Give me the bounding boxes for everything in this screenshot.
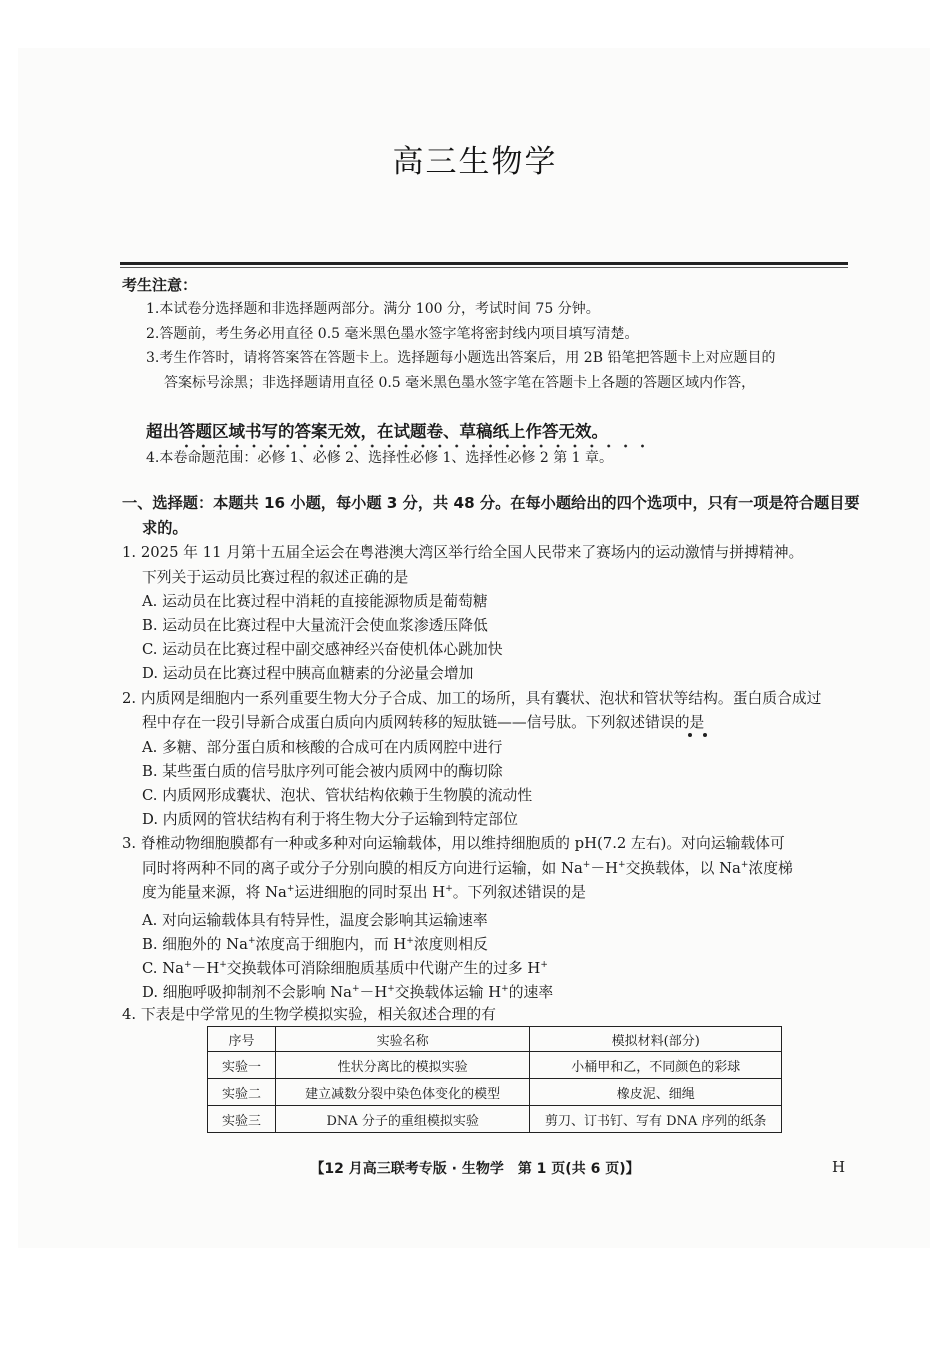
q3-stem-line-2-part-4: 浓度梯 [748, 860, 793, 877]
notice-heading: 考生注意： [122, 276, 198, 294]
table-row [208, 1079, 782, 1106]
plus-superscript: + [183, 960, 192, 971]
table-header-cell: 实验名称 [275, 1027, 530, 1052]
plus-superscript: + [219, 960, 227, 971]
notice-item-3-line-1: 3.考生作答时，请将答案答在答题卡上。选择题每小题选出答案后，用 2B 铅笔把答题卡上对应题目的 [146, 350, 776, 366]
q3-option-c [142, 957, 548, 978]
q3-option-c-part-3: 交换载体可消除细胞质基质中代谢产生的过多 H [226, 960, 541, 977]
q3-stem-line-2-part-2: －H [590, 860, 619, 877]
q3-option-d-part-4: 的速率 [508, 984, 554, 1001]
header-rule-thick [120, 262, 848, 265]
q2-stem-line-2: 程中存在一段引导新合成蛋白质向内质网转移的短肽链——信号肽。下列叙述错误的是 [142, 714, 705, 731]
q1-option-c: C. 运动员在比赛过程中副交感神经兴奋使机体心跳加快 [142, 641, 503, 658]
q3-stem-line-3-part-3: 。下列叙述错误的是 [452, 884, 586, 901]
notice-item-2: 2.答题前，考生务必用直径 0.5 毫米黑色墨水签字笔将密封线内项目填写清楚。 [146, 326, 639, 342]
header-rule-thin [120, 267, 848, 268]
notice-item-3-line-2: 答案标号涂黑；非选择题请用直径 0.5 毫米黑色墨水签字笔在答题卡上各题的答题区域内作答， [164, 375, 756, 391]
q4-stem: 4. 下表是中学常见的生物学模拟实验，相关叙述合理的有 [122, 1006, 496, 1023]
plus-superscript: + [740, 860, 749, 871]
table-row [208, 1106, 782, 1133]
table-header-row [208, 1027, 782, 1052]
plus-superscript: + [618, 860, 626, 871]
table-cell: 建立减数分裂中染色体变化的模型 [275, 1079, 530, 1106]
q3-stem-line-3 [142, 881, 586, 902]
table-header-cell: 序号 [208, 1027, 276, 1052]
q3-option-c-part-2: －H [191, 960, 220, 977]
table-cell: 小桶甲和乙，不同颜色的彩球 [530, 1052, 782, 1079]
q2-stem-line-1: 2. 内质网是细胞内一系列重要生物大分子合成、加工的场所，具有囊状、泡状和管状等结构。蛋白质合成过 [122, 690, 822, 707]
plus-superscript: + [387, 984, 395, 995]
section-1-heading-line-1: 一、选择题：本题共 16 小题，每小题 3 分，共 48 分。在每小题给出的四个选项中，只有一项是符合题目要 [122, 494, 860, 512]
table-cell: 实验三 [208, 1106, 276, 1133]
q2-option-d: D. 内质网的管状结构有利于将生物大分子运输到特定部位 [142, 811, 518, 828]
plus-superscript: + [501, 984, 509, 995]
q3-option-b-part-2: 浓度高于细胞内，而 H [255, 936, 407, 953]
q3-option-c-part-1: C. Na [142, 960, 184, 977]
q3-stem-line-3-part-2: 运进细胞的同时泵出 H [294, 884, 446, 901]
q3-option-b [142, 933, 488, 954]
table-cell: 橡皮泥、细绳 [530, 1079, 782, 1106]
q3-stem-line-2 [142, 857, 793, 878]
q3-option-d-part-2: －H [359, 984, 388, 1001]
table-cell: 性状分离比的模拟实验 [275, 1052, 530, 1079]
q3-option-b-part-3: 浓度则相反 [413, 936, 488, 953]
q3-stem-line-1: 3. 脊椎动物细胞膜都有一种或多种对向运输载体，用以维持细胞质的 pH(7.2 左右)。对向运输载体可 [122, 835, 785, 852]
q1-stem-line-1: 1. 2025 年 11 月第十五届全运会在粤港澳大湾区举行给全国人民带来了赛场内的运动激情与拼搏精神。 [122, 544, 804, 561]
q2-option-a: A. 多糖、部分蛋白质和核酸的合成可在内质网腔中进行 [142, 739, 503, 756]
q3-option-d-part-3: 交换载体运输 H [394, 984, 502, 1001]
table-header-cell: 模拟材料(部分) [530, 1027, 782, 1052]
plus-superscript: + [445, 884, 453, 895]
notice-item-1: 1.本试卷分选择题和非选择题两部分。满分 100 分，考试时间 75 分钟。 [146, 301, 600, 317]
q2-option-c: C. 内质网形成囊状、泡状、管状结构依赖于生物膜的流动性 [142, 787, 533, 804]
page-title: 高三生物学 [392, 144, 558, 180]
q3-stem-line-2-part-3: 交换载体，以 Na [625, 860, 741, 877]
table-cell: 实验一 [208, 1052, 276, 1079]
q3-stem-line-3-part-1: 度为能量来源，将 Na [142, 884, 287, 901]
plus-superscript: + [247, 936, 256, 947]
page-footer: 【12 月高三联考专版 · 生物学 第 1 页(共 6 页)】 [310, 1161, 640, 1177]
emphasis-dot [688, 733, 692, 737]
table-cell: 实验二 [208, 1079, 276, 1106]
plus-superscript: + [540, 960, 548, 971]
q3-option-d-part-1: D. 细胞呼吸抑制剂不会影响 Na [142, 984, 352, 1001]
plus-superscript: + [286, 884, 295, 895]
table-cell: 剪刀、订书钉、写有 DNA 序列的纸条 [530, 1106, 782, 1133]
paper-code: H [832, 1158, 846, 1176]
q3-option-a: A. 对向运输载体具有特异性，温度会影响其运输速率 [142, 912, 488, 929]
emphasis-dot [703, 733, 707, 737]
plus-superscript: + [582, 860, 591, 871]
notice-item-4: 4.本卷命题范围：必修 1、必修 2、选择性必修 1、选择性必修 2 第 1 章。 [146, 450, 614, 466]
q1-option-b: B. 运动员在比赛过程中大量流汗会使血浆渗透压降低 [142, 617, 488, 634]
table-cell: DNA 分子的重组模拟实验 [275, 1106, 530, 1133]
q3-stem-line-2-part-1: 同时将两种不同的离子或分子分别向膜的相反方向进行运输，如 Na [142, 860, 583, 877]
plus-superscript: + [351, 984, 360, 995]
plus-superscript: + [406, 936, 414, 947]
q1-option-a: A. 运动员在比赛过程中消耗的直接能源物质是葡萄糖 [142, 593, 488, 610]
section-1-heading-line-2: 求的。 [142, 519, 188, 537]
q2-option-b: B. 某些蛋白质的信号肽序列可能会被内质网中的酶切除 [142, 763, 503, 780]
q3-option-d [142, 981, 553, 1002]
q1-stem-line-2: 下列关于运动员比赛过程的叙述正确的是 [142, 569, 409, 586]
notice-item-3-bold: 超出答题区域书写的答案无效，在试题卷、草稿纸上作答无效。 [146, 422, 608, 441]
experiment-table [207, 1026, 782, 1133]
q1-option-d: D. 运动员在比赛过程中胰高血糖素的分泌量会增加 [142, 665, 474, 682]
q3-option-b-part-1: B. 细胞外的 Na [142, 936, 248, 953]
table-row [208, 1052, 782, 1079]
